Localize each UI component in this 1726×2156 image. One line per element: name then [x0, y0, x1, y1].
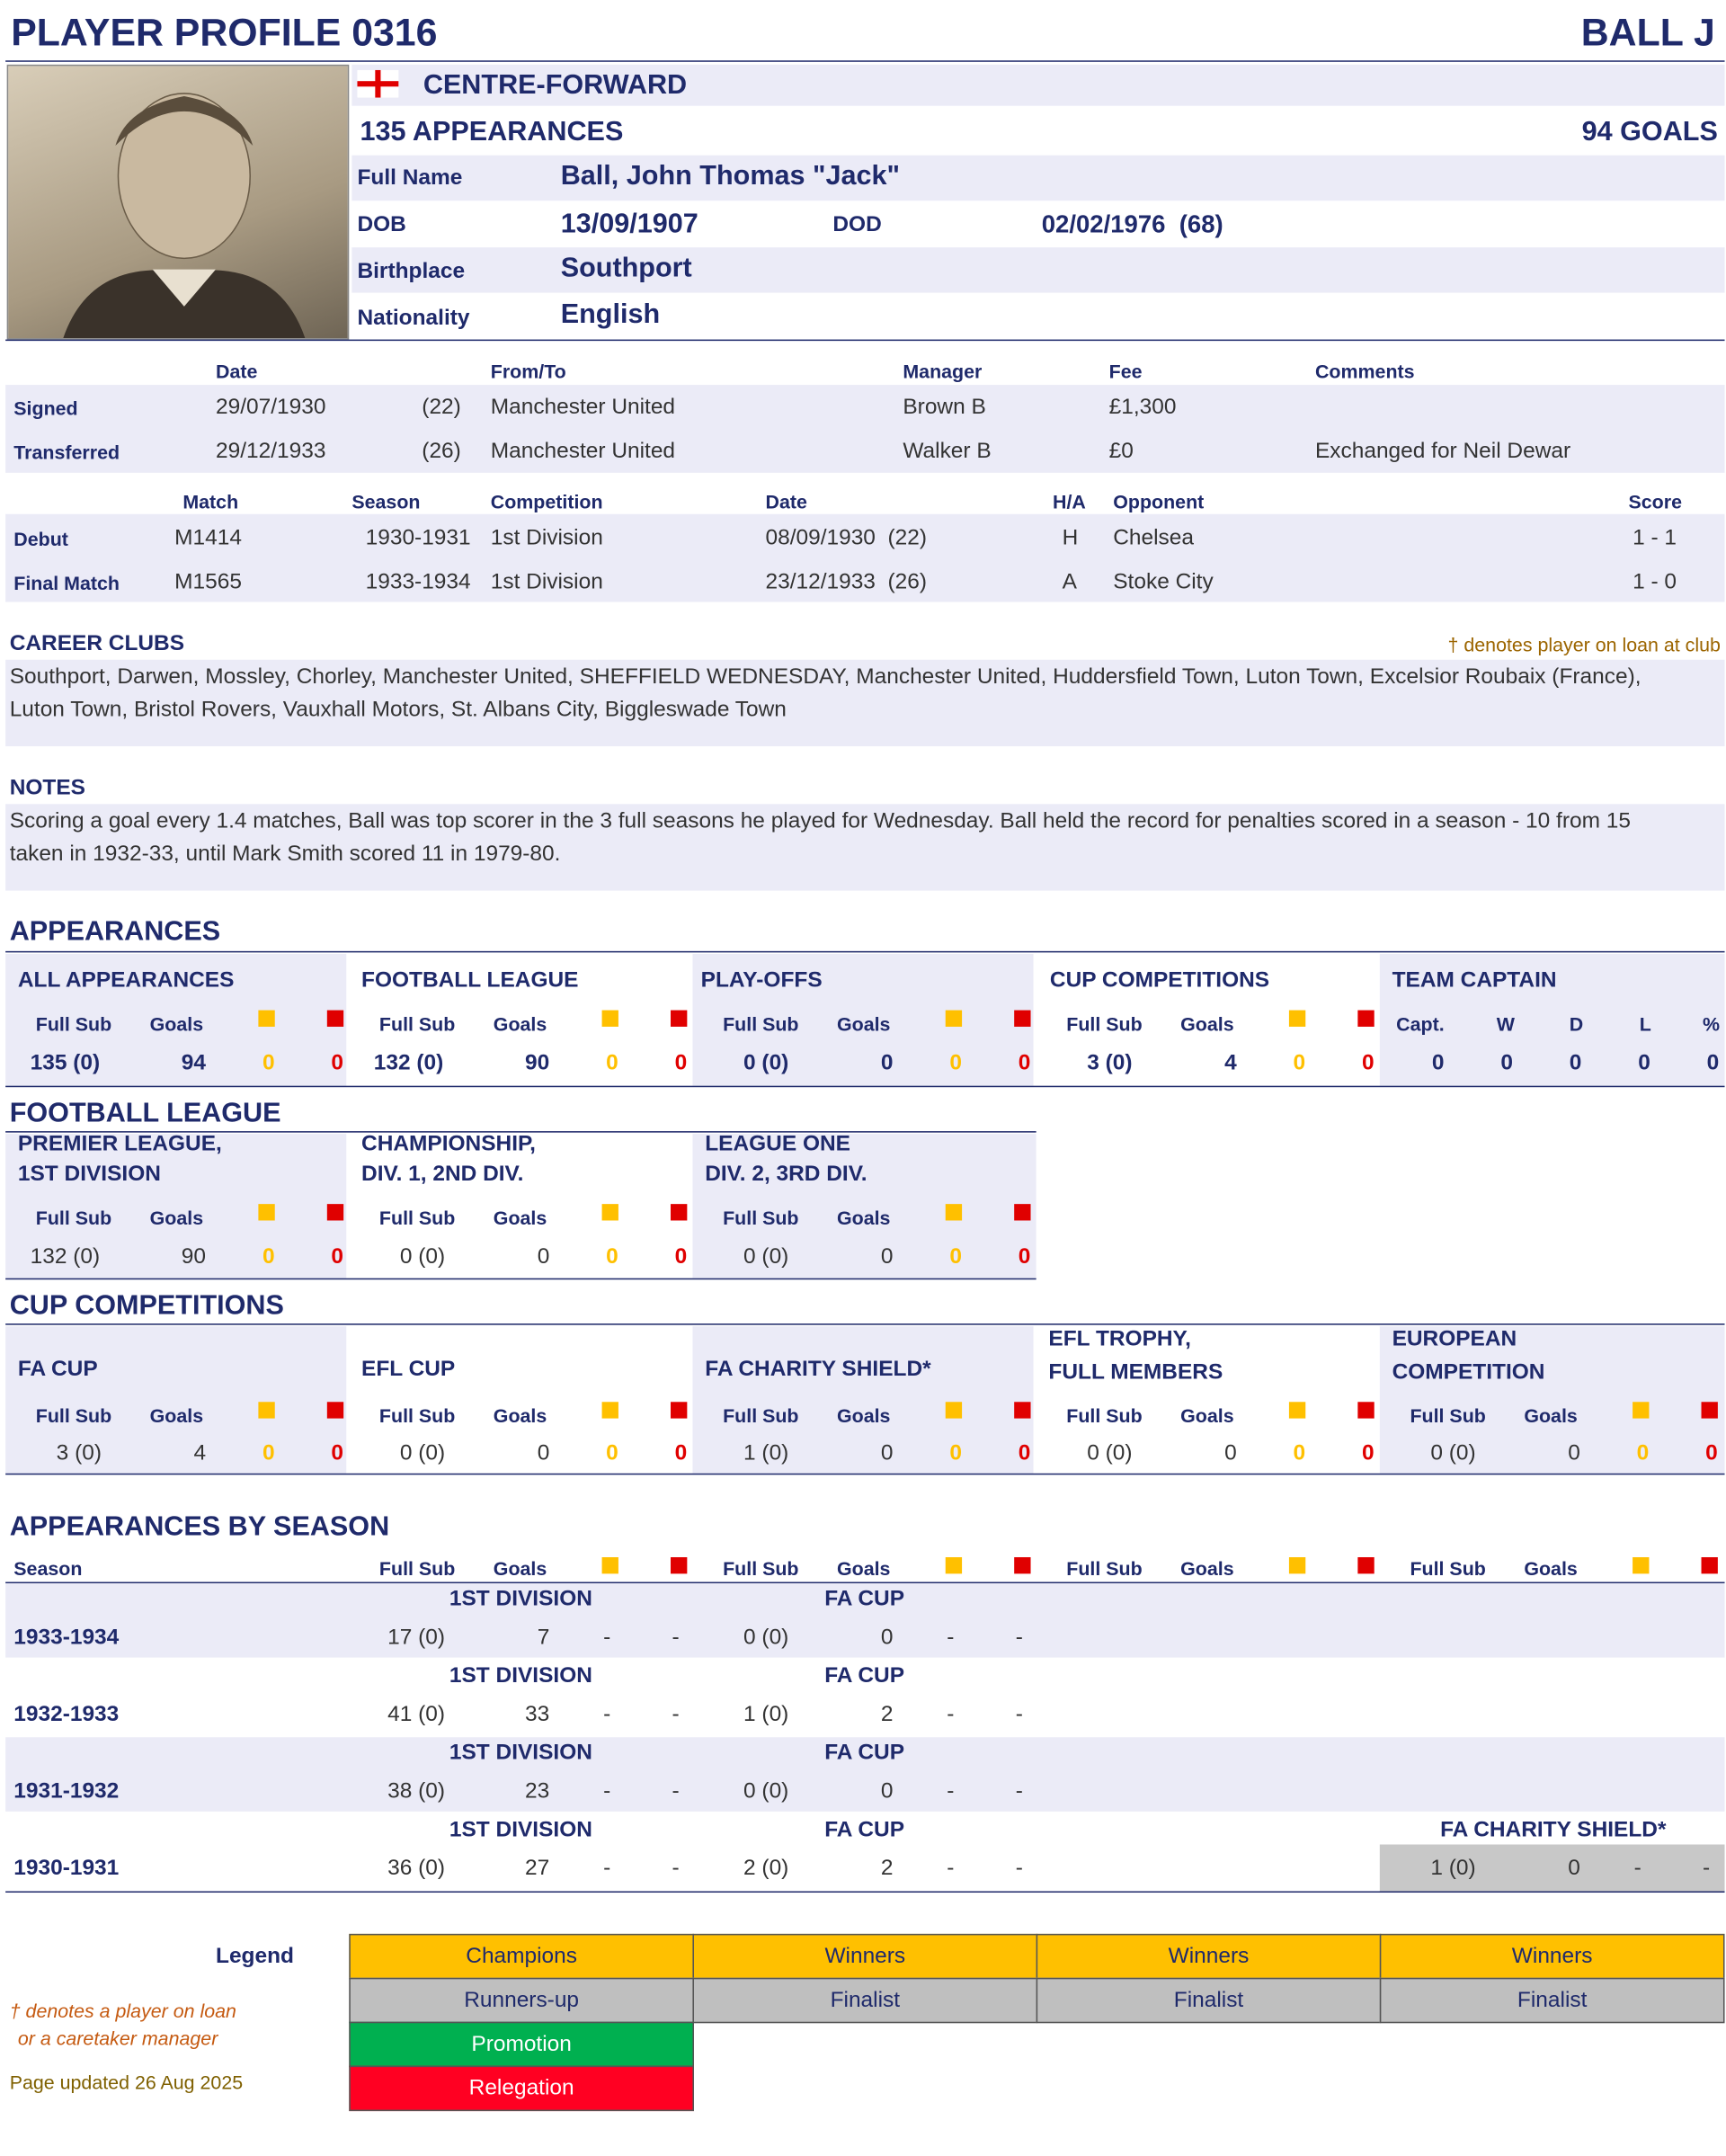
- app-po-fullsub-label: Full Sub: [723, 1012, 799, 1036]
- bs-col2-fullsub-label: Full Sub: [723, 1557, 799, 1580]
- debut-season: 1930-1931: [365, 526, 471, 550]
- transferred-label: Transferred: [13, 441, 120, 464]
- bs-r1-g2: 2: [880, 1703, 894, 1727]
- captain-l-label: L: [1639, 1012, 1651, 1036]
- bs-r2-y2: -: [947, 1779, 955, 1804]
- app-po-goals: 0: [880, 1051, 894, 1075]
- signed-label: Signed: [13, 396, 78, 420]
- bs-r2-g1: 23: [524, 1779, 550, 1804]
- bs-r2-y1: -: [603, 1779, 611, 1804]
- cup-fa-goals-label: Goals: [149, 1404, 204, 1427]
- cup-competitions-title: CUP COMPETITIONS: [9, 1290, 284, 1322]
- career-clubs-title: CAREER CLUBS: [9, 632, 185, 656]
- red-card-icon: [1014, 1402, 1030, 1418]
- bs-r2-fs1: 38 (0): [387, 1779, 445, 1804]
- debut-match[interactable]: M1414: [174, 526, 242, 550]
- final-ha: A: [1062, 570, 1077, 594]
- portrait-image: [8, 66, 348, 338]
- legend-title: Legend: [216, 1945, 294, 1969]
- debut-competition: 1st Division: [490, 526, 603, 550]
- bs-r0-y1: -: [603, 1626, 611, 1650]
- red-card-icon: [327, 1011, 343, 1027]
- fl-premier-red: 0: [331, 1245, 344, 1269]
- yellow-card-icon: [258, 1204, 274, 1220]
- bs-r3-comp4: FA CHARITY SHIELD*: [1440, 1818, 1667, 1842]
- captain-d: 0: [1569, 1051, 1582, 1075]
- bs-r0-comp1: 1ST DIVISION: [449, 1587, 592, 1611]
- app-cup-red: 0: [1361, 1051, 1375, 1075]
- birthplace-label: Birthplace: [357, 259, 466, 283]
- app-po-title: PLAY-OFFS: [700, 968, 823, 993]
- fl-championship-fullsub: 0 (0): [399, 1245, 446, 1269]
- final-competition: 1st Division: [490, 570, 603, 594]
- season-col-label: Season: [13, 1557, 83, 1580]
- app-cup-goals-label: Goals: [1180, 1012, 1234, 1036]
- yellow-card-icon: [1289, 1402, 1305, 1418]
- fl-league-one-yellow: 0: [949, 1245, 962, 1269]
- red-card-icon: [327, 1402, 343, 1418]
- yellow-card-icon: [602, 1204, 618, 1220]
- fl-championship-fullsub-label: Full Sub: [378, 1207, 456, 1229]
- cup-charity-fullsub-label: Full Sub: [723, 1404, 799, 1427]
- cup-efl-trophy-red: 0: [1361, 1441, 1375, 1466]
- yellow-card-icon: [1633, 1557, 1649, 1573]
- fl-premier-goals: 90: [181, 1245, 206, 1269]
- fl-league-one-title1: LEAGUE ONE: [705, 1132, 850, 1156]
- red-card-icon: [1014, 1204, 1030, 1220]
- final-score: 1 - 0: [1633, 570, 1677, 594]
- transferred-fee: £0: [1108, 440, 1134, 464]
- cup-efl-goals: 0: [537, 1441, 550, 1466]
- col-fee: Fee: [1108, 360, 1143, 382]
- signed-fee: £1,300: [1108, 396, 1177, 420]
- cup-fa-fullsub-label: Full Sub: [35, 1404, 112, 1427]
- app-all-yellow: 0: [262, 1051, 275, 1075]
- loan-note: † denotes player on loan at club: [1447, 633, 1721, 656]
- yellow-card-icon: [946, 1402, 962, 1418]
- cup-european-red: 0: [1705, 1441, 1718, 1466]
- yellow-card-icon: [1289, 1011, 1305, 1027]
- bs-r1-y2: -: [947, 1703, 955, 1727]
- col-season: Season: [351, 490, 421, 513]
- bs-r3-r2: -: [1015, 1857, 1023, 1881]
- fl-championship-goals: 0: [537, 1245, 550, 1269]
- red-card-icon: [1357, 1557, 1374, 1573]
- bs-r1-comp1: 1ST DIVISION: [449, 1664, 592, 1688]
- captain-capt-label: Capt.: [1396, 1012, 1445, 1036]
- notes-title: NOTES: [9, 776, 85, 800]
- full-name-label: Full Name: [357, 165, 463, 190]
- app-po-fullsub: 0 (0): [743, 1051, 789, 1075]
- app-fl-goals-label: Goals: [493, 1012, 547, 1036]
- col-from-to: From/To: [490, 360, 566, 382]
- fl-premier-title1: PREMIER LEAGUE,: [17, 1132, 222, 1156]
- legend-runners-up: Runners-up: [349, 1978, 694, 2023]
- cup-fa-fullsub: 3 (0): [56, 1441, 102, 1466]
- cup-charity-red: 0: [1018, 1441, 1031, 1466]
- dod-label: DOD: [832, 212, 882, 236]
- goals-total: 94 GOALS: [1581, 116, 1718, 147]
- cup-efl-fullsub-label: Full Sub: [378, 1404, 456, 1427]
- final-match[interactable]: M1565: [174, 570, 242, 594]
- col-manager: Manager: [903, 360, 983, 382]
- cup-charity-goals-label: Goals: [836, 1404, 891, 1427]
- app-cup-fullsub-label: Full Sub: [1066, 1012, 1143, 1036]
- cup-efl-title: EFL CUP: [361, 1358, 456, 1382]
- red-card-icon: [1702, 1402, 1718, 1418]
- notes-line1: Scoring a goal every 1.4 matches, Ball was top scorer in the 3 full seasons he played for Wednesday. Ball held the record for penalties scored in a season - 10 from 15: [9, 809, 1631, 833]
- cup-efl-goals-label: Goals: [493, 1404, 547, 1427]
- transferred-age: (26): [422, 440, 461, 464]
- signed-manager: Brown B: [903, 396, 986, 420]
- debut-opponent: Chelsea: [1113, 526, 1194, 550]
- appearances-title: APPEARANCES: [9, 916, 221, 948]
- legend-relegation: Relegation: [349, 2066, 694, 2111]
- bs-r0-fs1: 17 (0): [387, 1626, 445, 1650]
- fl-league-one-fullsub-label: Full Sub: [723, 1207, 799, 1229]
- signed-date: 29/07/1930: [216, 396, 326, 420]
- captain-pct: 0: [1706, 1051, 1720, 1075]
- bs-r0-r1: -: [672, 1626, 680, 1650]
- bs-r0-r2: -: [1015, 1626, 1023, 1650]
- legend-finalist-1: Finalist: [692, 1978, 1037, 2023]
- col-match-date: Date: [765, 490, 807, 513]
- captain-capt: 0: [1431, 1051, 1445, 1075]
- bs-r0-g2: 0: [880, 1626, 894, 1650]
- transferred-manager: Walker B: [903, 440, 992, 464]
- app-all-title: ALL APPEARANCES: [17, 968, 235, 993]
- bs-r2-comp1: 1ST DIVISION: [449, 1741, 592, 1765]
- debut-ha: H: [1062, 526, 1079, 550]
- fl-premier-title2: 1ST DIVISION: [17, 1163, 161, 1187]
- app-po-red: 0: [1018, 1051, 1031, 1075]
- red-card-icon: [671, 1557, 687, 1573]
- bs-r2-fs2: 0 (0): [743, 1779, 789, 1804]
- cup-european-fullsub-label: Full Sub: [1410, 1404, 1486, 1427]
- transferred-date: 29/12/1933: [216, 440, 326, 464]
- red-card-icon: [671, 1204, 687, 1220]
- captain-pct-label: %: [1703, 1012, 1721, 1036]
- col-score: Score: [1628, 490, 1683, 513]
- bs-r3-g2: 2: [880, 1857, 894, 1881]
- by-season-title: APPEARANCES BY SEASON: [9, 1511, 390, 1543]
- col-date: Date: [216, 360, 258, 382]
- cup-european-title2: COMPETITION: [1392, 1360, 1545, 1385]
- fl-championship-title1: CHAMPIONSHIP,: [361, 1132, 536, 1156]
- bs-r1-season: 1932-1933: [13, 1703, 120, 1727]
- red-card-icon: [671, 1402, 687, 1418]
- legend-finalist-2: Finalist: [1036, 1978, 1382, 2023]
- app-all-goals-label: Goals: [149, 1012, 204, 1036]
- bs-r0-g1: 7: [537, 1626, 550, 1650]
- col-match: Match: [182, 490, 239, 513]
- cup-charity-fullsub: 1 (0): [743, 1441, 789, 1466]
- bs-col4-goals-label: Goals: [1524, 1557, 1578, 1580]
- player-photo: [7, 65, 350, 340]
- transferred-club: Manchester United: [490, 440, 676, 464]
- bs-r3-y2: -: [947, 1857, 955, 1881]
- transferred-comments: Exchanged for Neil Dewar: [1314, 440, 1571, 464]
- final-season: 1933-1934: [365, 570, 471, 594]
- legend-promotion: Promotion: [349, 2022, 694, 2067]
- col-ha: H/A: [1052, 490, 1086, 513]
- bs-r3-comp2: FA CUP: [824, 1818, 905, 1842]
- career-clubs-line2: Luton Town, Bristol Rovers, Vauxhall Motors, St. Albans City, Biggleswade Town: [9, 698, 787, 722]
- signed-club: Manchester United: [490, 396, 676, 420]
- bs-col3-goals-label: Goals: [1180, 1557, 1234, 1580]
- dob-label: DOB: [357, 212, 406, 236]
- nationality-label: Nationality: [357, 306, 470, 330]
- bs-r2-season: 1931-1932: [13, 1779, 120, 1804]
- signed-age: (22): [422, 396, 461, 420]
- app-all-fullsub: 135 (0): [30, 1051, 101, 1075]
- legend-note-line2: or a caretaker manager: [17, 2027, 218, 2050]
- bs-r0-season: 1933-1934: [13, 1626, 120, 1650]
- cup-efl-trophy-goals: 0: [1224, 1441, 1237, 1466]
- bs-r1-r2: -: [1015, 1703, 1023, 1727]
- bs-r3-fs2: 2 (0): [743, 1857, 789, 1881]
- cup-european-goals-label: Goals: [1524, 1404, 1578, 1427]
- bs-r2-g2: 0: [880, 1779, 894, 1804]
- legend-winners-3: Winners: [1380, 1934, 1725, 1979]
- bs-r0-y2: -: [947, 1626, 955, 1650]
- app-fl-yellow: 0: [606, 1051, 618, 1075]
- yellow-card-icon: [946, 1557, 962, 1573]
- yellow-card-icon: [1289, 1557, 1305, 1573]
- app-all-fullsub-label: Full Sub: [35, 1012, 112, 1036]
- legend-note-line1: † denotes a player on loan: [9, 2000, 236, 2022]
- full-name: Ball, John Thomas "Jack": [560, 160, 901, 192]
- fl-league-one-title2: DIV. 2, 3RD DIV.: [705, 1163, 867, 1187]
- cup-european-fullsub: 0 (0): [1430, 1441, 1476, 1466]
- cup-charity-title: FA CHARITY SHIELD*: [705, 1358, 931, 1382]
- cup-efl-trophy-title1: EFL TROPHY,: [1048, 1327, 1191, 1351]
- fl-league-one-red: 0: [1018, 1245, 1031, 1269]
- cup-european-title1: EUROPEAN: [1392, 1327, 1517, 1351]
- captain-w-label: W: [1496, 1012, 1515, 1036]
- app-fl-red: 0: [674, 1051, 688, 1075]
- legend-finalist-3: Finalist: [1380, 1978, 1725, 2023]
- bs-r1-y1: -: [603, 1703, 611, 1727]
- app-all-goals: 94: [181, 1051, 206, 1075]
- fl-league-one-goals-label: Goals: [836, 1207, 891, 1229]
- appearances-total: 135 APPEARANCES: [360, 116, 624, 147]
- legend-champions: Champions: [349, 1934, 694, 1979]
- fl-championship-red: 0: [674, 1245, 688, 1269]
- cup-fa-yellow: 0: [262, 1441, 275, 1466]
- app-cup-fullsub: 3 (0): [1087, 1051, 1133, 1075]
- fl-premier-goals-label: Goals: [149, 1207, 204, 1229]
- bs-r2-comp2: FA CUP: [824, 1741, 905, 1765]
- yellow-card-icon: [602, 1557, 618, 1573]
- debut-score: 1 - 1: [1633, 526, 1677, 550]
- final-opponent: Stoke City: [1113, 570, 1214, 594]
- bs-r3-y4: -: [1633, 1857, 1641, 1881]
- final-date: 23/12/1933 (26): [765, 570, 927, 594]
- bs-r0-fs2: 0 (0): [743, 1626, 789, 1650]
- bs-col2-goals-label: Goals: [836, 1557, 891, 1580]
- bs-r3-g1: 27: [524, 1857, 550, 1881]
- page-updated: Page updated 26 Aug 2025: [9, 2071, 244, 2094]
- bs-r3-comp1: 1ST DIVISION: [449, 1818, 592, 1842]
- app-cup-yellow: 0: [1293, 1051, 1306, 1075]
- yellow-card-icon: [258, 1011, 274, 1027]
- fl-premier-yellow: 0: [262, 1245, 275, 1269]
- bs-r3-r4: -: [1703, 1857, 1711, 1881]
- cup-efl-yellow: 0: [606, 1441, 618, 1466]
- cup-fa-red: 0: [331, 1441, 344, 1466]
- bs-r1-fs2: 1 (0): [743, 1703, 789, 1727]
- red-card-icon: [1014, 1557, 1030, 1573]
- col-competition: Competition: [490, 490, 603, 513]
- bs-r3-y1: -: [603, 1857, 611, 1881]
- bs-r1-comp2: FA CUP: [824, 1664, 905, 1688]
- player-short-name: BALL J: [1580, 11, 1715, 54]
- app-fl-fullsub: 132 (0): [373, 1051, 444, 1075]
- fl-league-one-goals: 0: [880, 1245, 894, 1269]
- cup-efl-trophy-fullsub-label: Full Sub: [1066, 1404, 1143, 1427]
- bs-r3-g4: 0: [1568, 1857, 1580, 1881]
- app-po-yellow: 0: [949, 1051, 962, 1075]
- nationality: English: [560, 299, 661, 330]
- yellow-card-icon: [602, 1402, 618, 1418]
- debut-date: 08/09/1930 (22): [765, 526, 927, 550]
- yellow-card-icon: [1633, 1402, 1649, 1418]
- red-card-icon: [1702, 1557, 1718, 1573]
- bs-col4-fullsub-label: Full Sub: [1410, 1557, 1486, 1580]
- yellow-card-icon: [946, 1204, 962, 1220]
- captain-d-label: D: [1569, 1012, 1584, 1036]
- bs-r3-r1: -: [672, 1857, 680, 1881]
- captain-title: TEAM CAPTAIN: [1392, 968, 1557, 993]
- dod: 02/02/1976 (68): [1041, 209, 1223, 238]
- app-all-red: 0: [331, 1051, 344, 1075]
- cup-fa-title: FA CUP: [17, 1358, 98, 1382]
- red-card-icon: [1357, 1011, 1374, 1027]
- fl-championship-yellow: 0: [606, 1245, 618, 1269]
- app-cup-goals: 4: [1224, 1051, 1237, 1075]
- football-league-title: FOOTBALL LEAGUE: [9, 1098, 281, 1129]
- fl-premier-fullsub: 132 (0): [30, 1245, 101, 1269]
- birthplace: Southport: [560, 253, 692, 283]
- dob: 13/09/1907: [560, 209, 698, 239]
- final-match-label: Final Match: [13, 571, 120, 594]
- captain-w: 0: [1500, 1051, 1513, 1075]
- yellow-card-icon: [258, 1402, 274, 1418]
- bs-r0-comp2: FA CUP: [824, 1587, 905, 1611]
- cup-efl-trophy-fullsub: 0 (0): [1087, 1441, 1133, 1466]
- red-card-icon: [671, 1011, 687, 1027]
- england-flag-icon: [357, 70, 398, 98]
- career-clubs-line1: Southport, Darwen, Mossley, Chorley, Manchester United, SHEFFIELD WEDNESDAY, Manchester United, Huddersfield Town, Luton Town, Excelsior Roubaix (France),: [9, 664, 1641, 689]
- col-opponent: Opponent: [1113, 490, 1205, 513]
- fl-championship-title2: DIV. 1, 2ND DIV.: [361, 1163, 524, 1187]
- app-fl-goals: 90: [524, 1051, 550, 1075]
- bs-r1-fs1: 41 (0): [387, 1703, 445, 1727]
- cup-charity-yellow: 0: [949, 1441, 962, 1466]
- red-card-icon: [1357, 1402, 1374, 1418]
- cup-efl-red: 0: [674, 1441, 688, 1466]
- bs-r2-r1: -: [672, 1779, 680, 1804]
- bs-col3-fullsub-label: Full Sub: [1066, 1557, 1143, 1580]
- legend-winners-1: Winners: [692, 1934, 1037, 1979]
- red-card-icon: [327, 1204, 343, 1220]
- notes-line2: taken in 1932-33, until Mark Smith scored 11 in 1979-80.: [9, 842, 561, 867]
- cup-efl-trophy-goals-label: Goals: [1180, 1404, 1234, 1427]
- bs-r3-fs1: 36 (0): [387, 1857, 445, 1881]
- bs-r3-fs4: 1 (0): [1430, 1857, 1476, 1881]
- page-title: PLAYER PROFILE 0316: [11, 11, 438, 54]
- bs-r1-g1: 33: [524, 1703, 550, 1727]
- col-comments: Comments: [1314, 360, 1415, 382]
- bs-r2-r2: -: [1015, 1779, 1023, 1804]
- app-cup-title: CUP COMPETITIONS: [1049, 968, 1270, 993]
- cup-fa-goals: 4: [193, 1441, 207, 1466]
- app-fl-title: FOOTBALL LEAGUE: [361, 968, 579, 993]
- bs-r3-season: 1930-1931: [13, 1857, 120, 1881]
- debut-label: Debut: [13, 528, 68, 550]
- yellow-card-icon: [946, 1011, 962, 1027]
- cup-european-goals: 0: [1568, 1441, 1580, 1466]
- cup-charity-goals: 0: [880, 1441, 894, 1466]
- app-fl-fullsub-label: Full Sub: [378, 1012, 456, 1036]
- app-po-goals-label: Goals: [836, 1012, 891, 1036]
- bs-r1-r1: -: [672, 1703, 680, 1727]
- captain-l: 0: [1638, 1051, 1650, 1075]
- fl-championship-goals-label: Goals: [493, 1207, 547, 1229]
- position: CENTRE-FORWARD: [423, 69, 688, 101]
- cup-european-yellow: 0: [1636, 1441, 1650, 1466]
- bs-col1-goals-label: Goals: [493, 1557, 547, 1580]
- red-card-icon: [1014, 1011, 1030, 1027]
- bs-col1-fullsub-label: Full Sub: [378, 1557, 456, 1580]
- cup-efl-trophy-yellow: 0: [1293, 1441, 1306, 1466]
- cup-efl-trophy-title2: FULL MEMBERS: [1048, 1360, 1223, 1385]
- fl-premier-fullsub-label: Full Sub: [35, 1207, 112, 1229]
- legend-winners-2: Winners: [1036, 1934, 1382, 1979]
- cup-efl-fullsub: 0 (0): [399, 1441, 446, 1466]
- fl-league-one-fullsub: 0 (0): [743, 1245, 789, 1269]
- yellow-card-icon: [602, 1011, 618, 1027]
